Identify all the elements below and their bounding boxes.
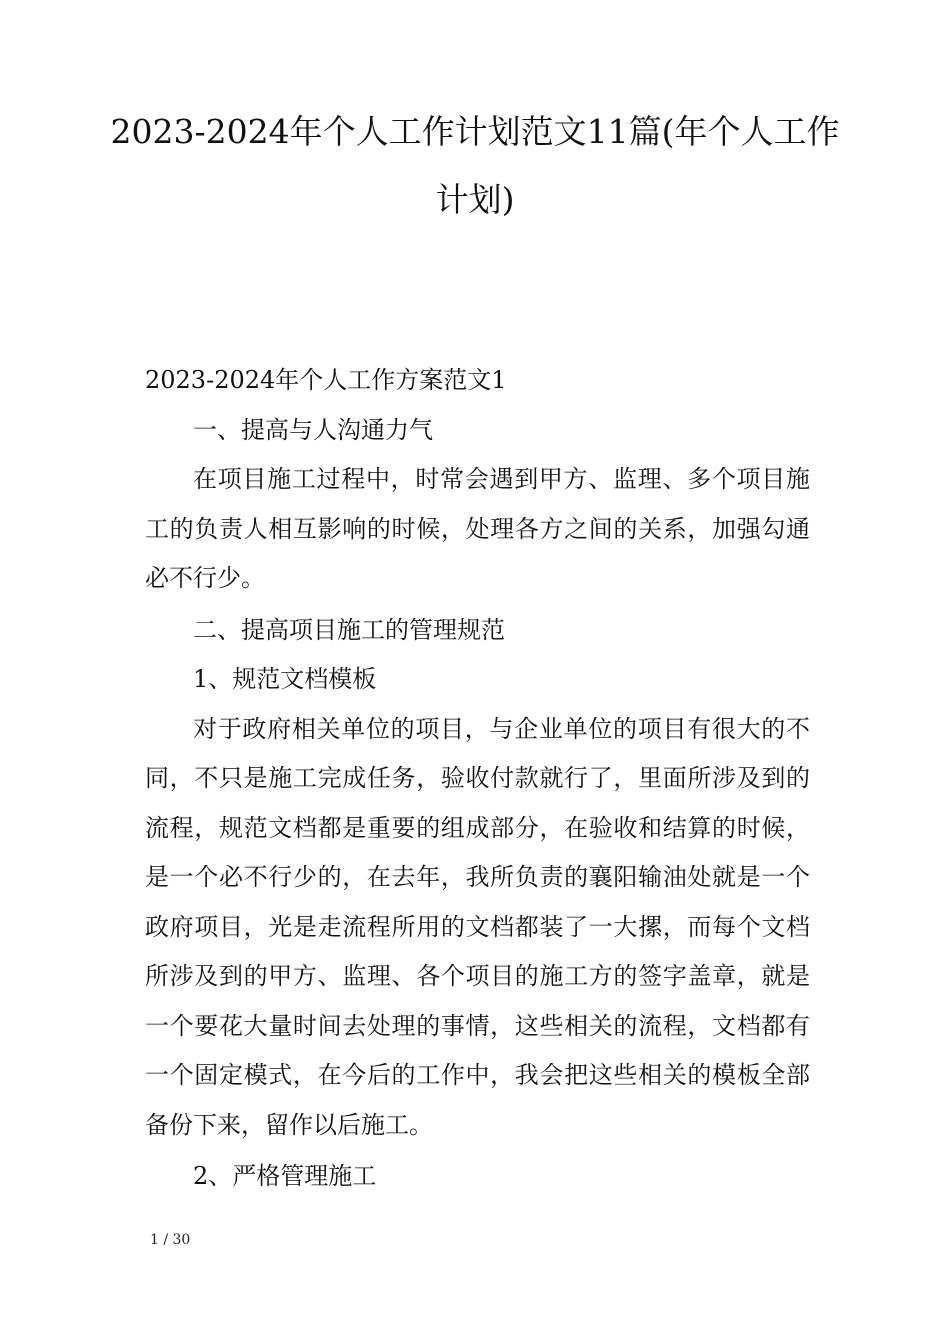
subheading: 一、提高与人沟通力气	[193, 415, 433, 444]
document-title: 2023-2024年个人工作计划范文11篇(年个人工作计划)	[110, 112, 840, 219]
page-number: 1 / 30	[150, 1232, 191, 1248]
body-paragraph: 在项目施工过程中，时常会遇到甲方、监理、多个项目施工的负责人相互影响的时候，处理各方之间的关系，加强勾通必不行少。	[145, 465, 810, 592]
subheading: 2、严格管理施工	[193, 1162, 377, 1190]
subheading: 1、规范文档模板	[193, 665, 377, 693]
document-body	[145, 356, 810, 1202]
section-heading: 2023-2024年个人工作方案范文1	[145, 366, 507, 394]
body-paragraph: 对于政府相关单位的项目，与企业单位的项目有很大的不同，不只是施工完成任务，验收付款就行了，里面所涉及到的流程，规范文档都是重要的组成部分，在验收和结算的时候，是一个必不行少的，在去年，我所负责的襄阳输油处就是一个政府项目，光是走流程所用的文档都装了一大摞，而每个文档所涉及到的甲方、监理、各个项目的施工方的签字盖章，就是一个要花大量时间去处理的事情，这些相关的流程，文档都有一个固定模式，在今后的工作中，我会把这些相关的模板全部备份下来，留作以后施工。	[145, 714, 810, 1139]
subheading: 二、提高项目施工的管理规范	[193, 615, 505, 644]
